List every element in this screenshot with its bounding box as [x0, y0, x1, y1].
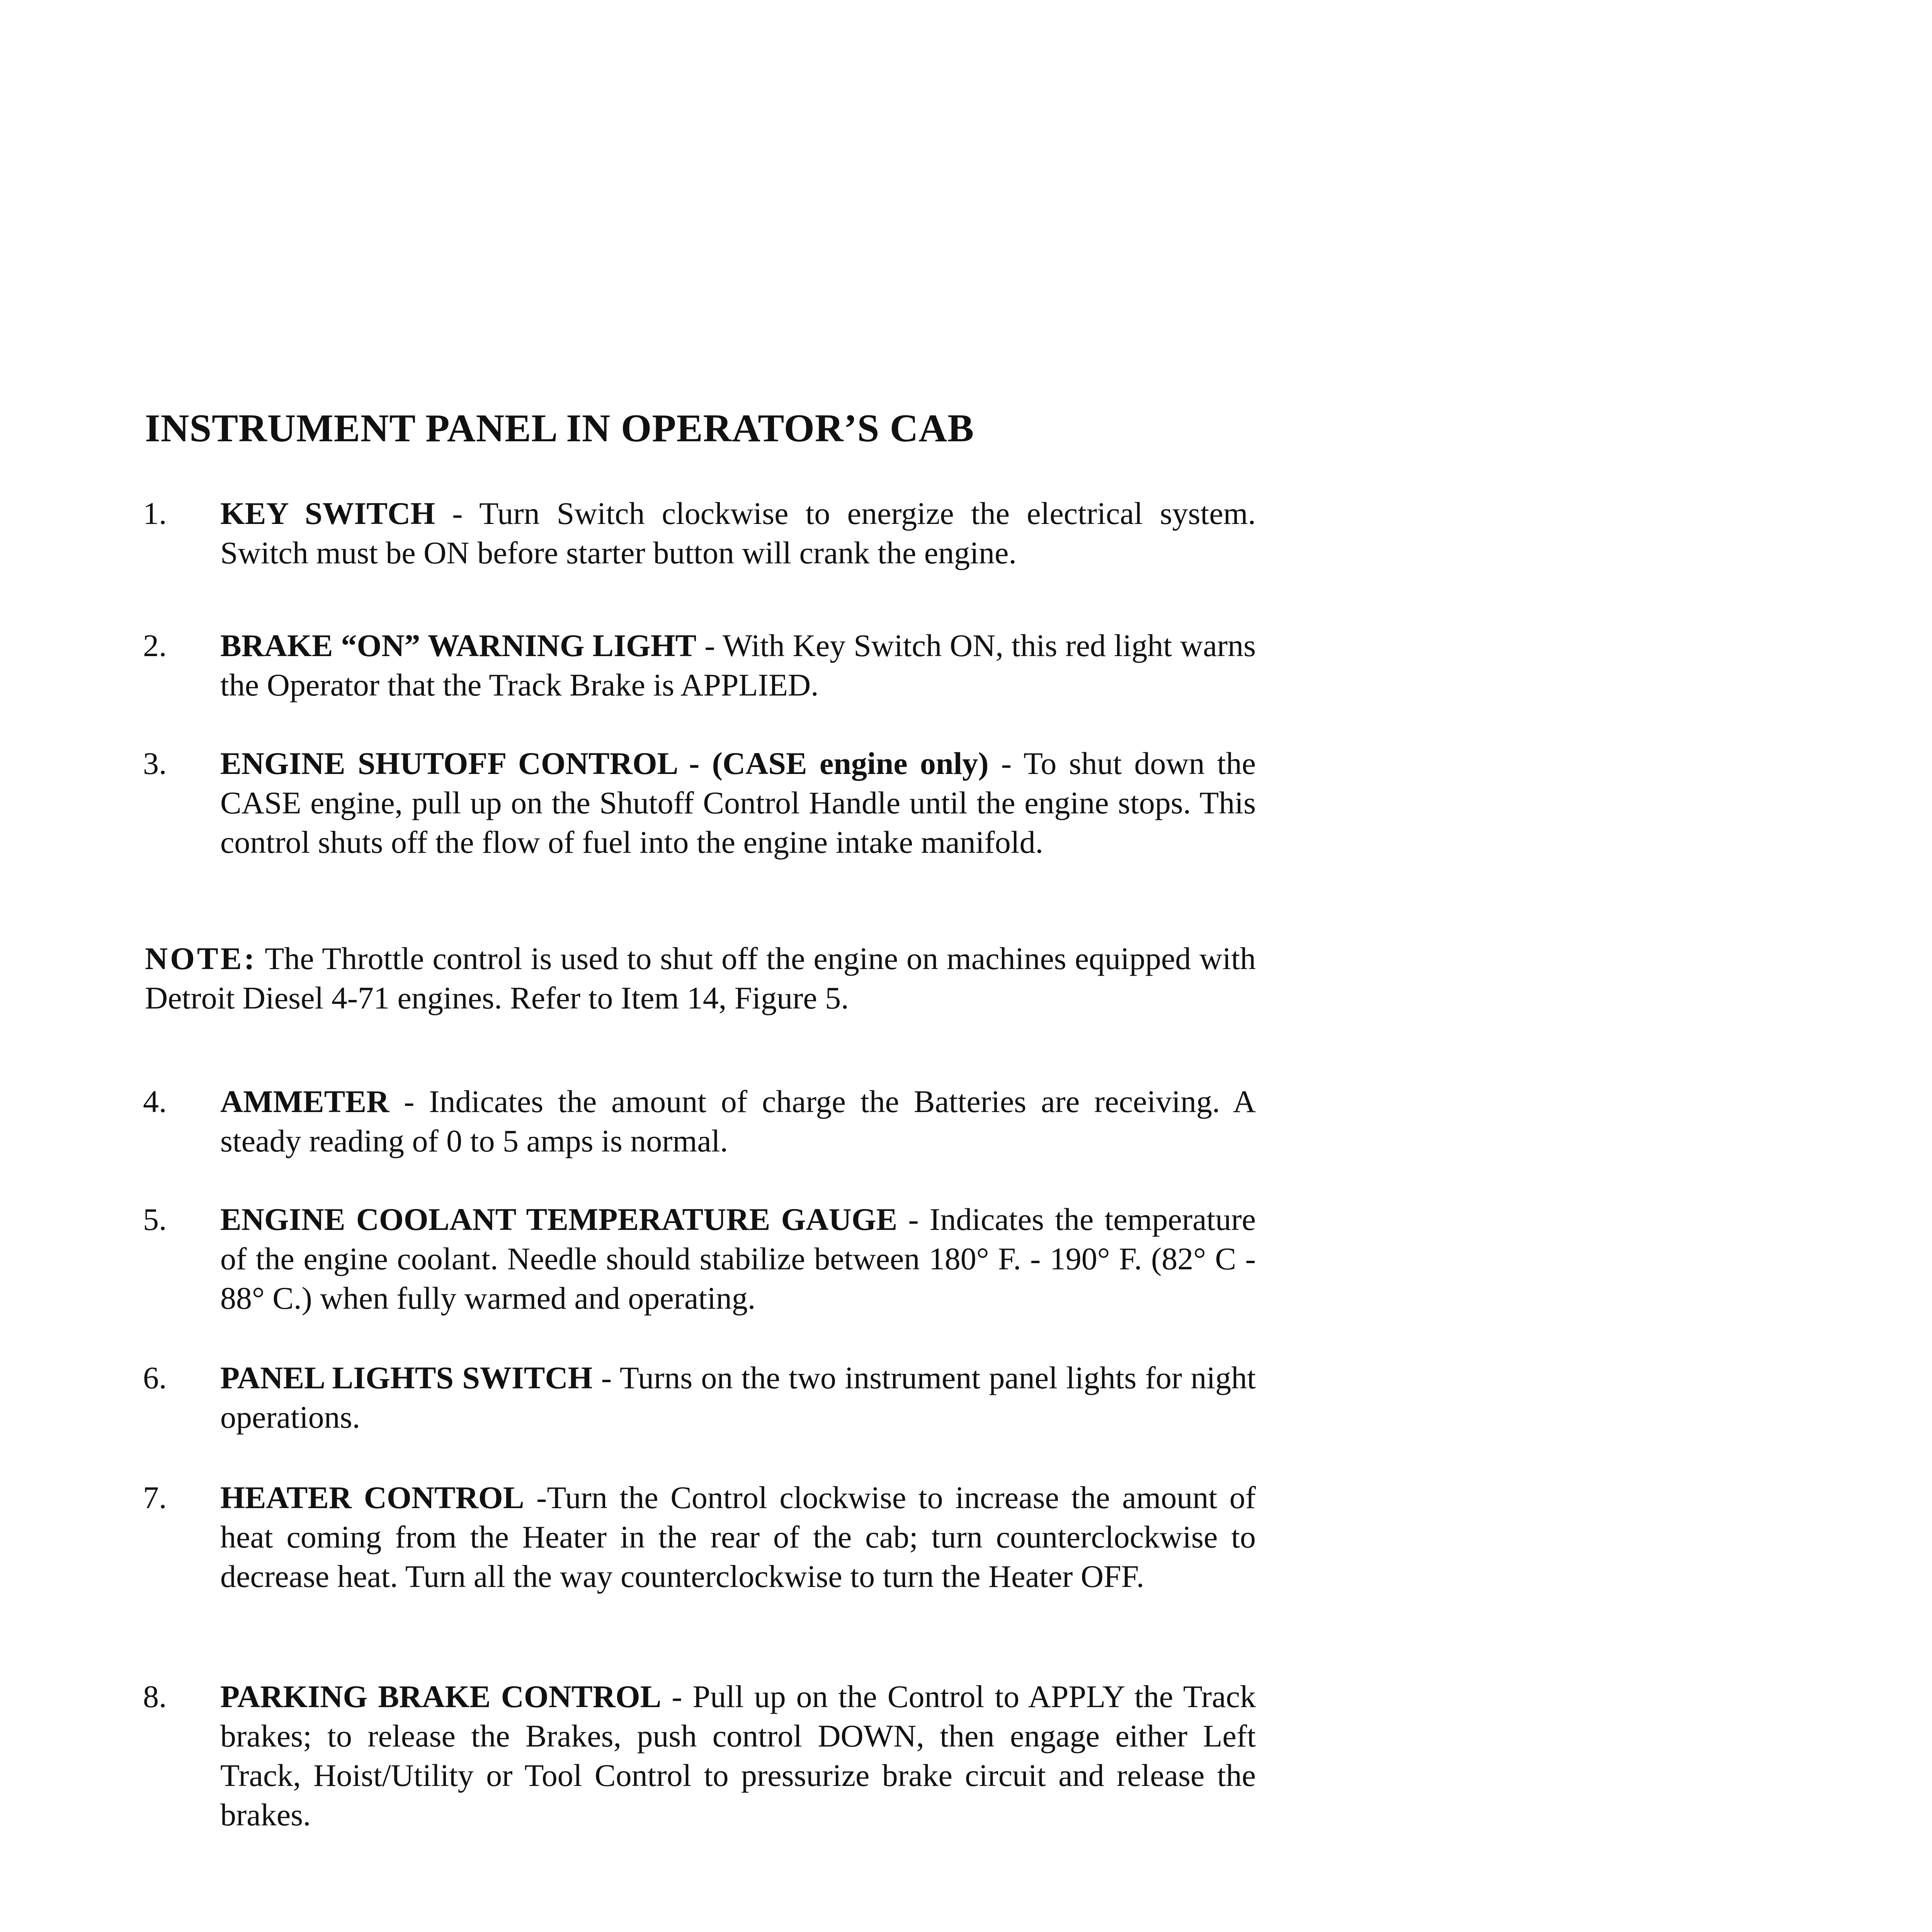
list-item-coolant-temperature-gauge	[143, 1200, 1256, 1318]
item-text: - Turn Switch clockwise to energize the electrical system. Switch must be ON before starter button will crank the engine.	[220, 496, 1256, 570]
list-item-engine-shutoff-control	[143, 744, 1256, 862]
item-body	[220, 1200, 1256, 1318]
item-text: - To shut down the CASE engine, pull up on the Shutoff Control Handle until the engine stops. This control shuts off the flow of fuel into the engine intake manifold.	[220, 746, 1256, 860]
item-label: AMMETER	[220, 1084, 389, 1119]
item-number: 7.	[143, 1480, 167, 1515]
item-label: ENGINE SHUTOFF CONTROL - (CASE engine only)	[220, 746, 989, 781]
item-label: KEY SWITCH	[220, 496, 435, 531]
item-label: HEATER CONTROL	[220, 1480, 524, 1515]
list-item-heater-control	[143, 1478, 1256, 1596]
item-text: - Turns on the two instrument panel lights for night operations.	[220, 1360, 1256, 1435]
list-item-parking-brake-control	[143, 1677, 1256, 1835]
item-body	[220, 1478, 1256, 1596]
note-label: NOTE:	[145, 941, 257, 976]
item-body	[220, 744, 1256, 862]
note-text: The Throttle control is used to shut off the engine on machines equipped with Detroit Diesel 4-71 engines. Refer to Item 14, Figure 5.	[145, 941, 1256, 1015]
item-number: 2.	[143, 628, 167, 663]
item-body	[220, 494, 1256, 573]
item-body	[220, 626, 1256, 705]
page-title: INSTRUMENT PANEL IN OPERATOR’S CAB	[145, 406, 975, 450]
item-label: PARKING BRAKE CONTROL	[220, 1679, 662, 1714]
list-item-brake-warning-light	[143, 626, 1256, 705]
item-body	[220, 1358, 1256, 1437]
item-number: 6.	[143, 1360, 167, 1395]
item-label: BRAKE “ON” WARNING LIGHT	[220, 628, 697, 663]
list-item-panel-lights-switch	[143, 1358, 1256, 1437]
item-text: - Indicates the temperature of the engine coolant. Needle should stabilize between 180° F. - 190° F. (82° C - 88° C.) when fully warmed and operating.	[220, 1202, 1256, 1316]
item-label: PANEL LIGHTS SWITCH	[220, 1360, 593, 1395]
item-text: - Pull up on the Control to APPLY the Track brakes; to release the Brakes, push control DOWN, then engage either Left Track, Hoist/Utility or Tool Control to pressurize brake circuit and release the brakes.	[220, 1679, 1256, 1832]
list-item-ammeter	[143, 1082, 1256, 1161]
item-text: - Indicates the amount of charge the Batteries are receiving. A steady reading of 0 to 5 amps is normal.	[220, 1084, 1256, 1158]
item-number: 3.	[143, 746, 167, 781]
list-item-key-switch	[143, 494, 1256, 573]
item-number: 4.	[143, 1084, 167, 1119]
item-number: 8.	[143, 1679, 167, 1714]
item-text: - With Key Switch ON, this red light warns the Operator that the Track Brake is APPLIED.	[220, 628, 1256, 702]
item-body	[220, 1082, 1256, 1161]
item-body	[220, 1677, 1256, 1835]
note	[145, 939, 1256, 1018]
item-number: 1.	[143, 496, 167, 531]
item-number: 5.	[143, 1202, 167, 1237]
item-label: ENGINE COOLANT TEMPERATURE GAUGE	[220, 1202, 898, 1237]
item-text: -Turn the Control clockwise to increase the amount of heat coming from the Heater in the rear of the cab; turn counterclockwise to decrease heat. Turn all the way counterclockwise to turn the Heater OFF.	[220, 1480, 1256, 1594]
